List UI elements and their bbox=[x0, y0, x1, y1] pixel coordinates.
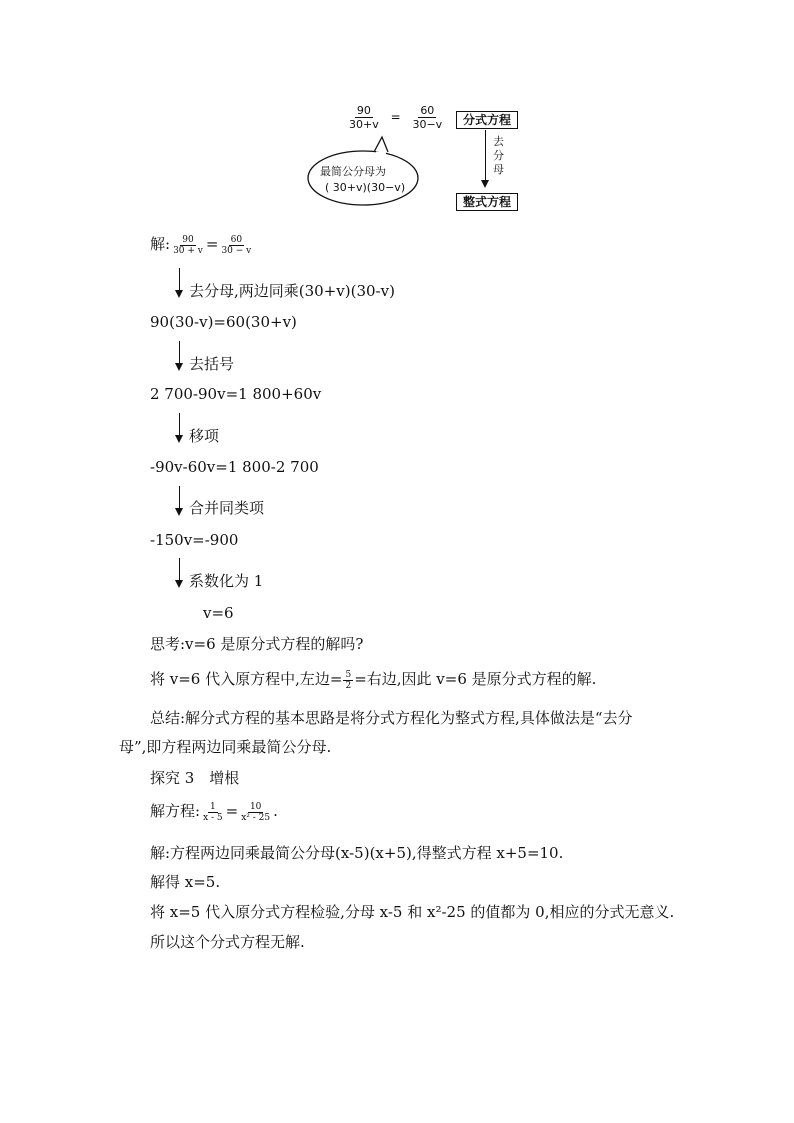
diagram-eq-right-den: 30−v bbox=[412, 118, 443, 131]
explore-problem-prefix: 解方程: bbox=[150, 802, 201, 820]
diagram-eq-sign: = bbox=[390, 110, 401, 124]
step5-result: v=6 bbox=[203, 604, 234, 622]
bubble-line-1: 最简公分母为 bbox=[320, 165, 386, 178]
explore-problem: 解方程: $\frac{1}{x - 5}$ = $\frac{10}{\text{x² - 25}}$ . bbox=[150, 801, 278, 823]
step3-result: -90v-60v=1 800-2 700 bbox=[150, 458, 319, 476]
summary-line-2: 母”,即方程两边同乘最简公分母. bbox=[119, 738, 332, 756]
explore-problem-left-den: x - 5 bbox=[203, 812, 223, 823]
think-answer-b: =右边,因此 v=6 是原分式方程的解. bbox=[354, 670, 597, 688]
step2-label: 去括号 bbox=[189, 355, 235, 373]
explore-problem-left-num: 1 bbox=[209, 801, 216, 812]
explore-problem-right-den: x² - 25 bbox=[241, 812, 271, 823]
think-answer-frac-den: 2 bbox=[345, 680, 352, 691]
summary-line-1: 总结:解分式方程的基本思路是将分式方程化为整式方程,具体做法是“去分 bbox=[150, 709, 633, 727]
step2-result: 2 700-90v=1 800+60v bbox=[150, 385, 322, 403]
diagram-eq-left-den: 30+v bbox=[349, 118, 379, 131]
solution-eq-left-num: 90 bbox=[182, 234, 194, 245]
step4-result: -150v=-900 bbox=[150, 531, 239, 549]
diagram-eq-left-num: 90 bbox=[356, 104, 371, 117]
step-arrow-icon bbox=[179, 486, 180, 514]
step-arrow-icon bbox=[179, 268, 180, 296]
step3-label: 移项 bbox=[189, 427, 220, 445]
explore-title: 探究 3 增根 bbox=[150, 769, 240, 787]
step5-label: 系数化为 1 bbox=[189, 572, 264, 590]
diagram-eq-right-num: 60 bbox=[420, 104, 435, 117]
step4-label: 合并同类项 bbox=[189, 499, 265, 517]
explore-problem-suffix: . bbox=[273, 802, 278, 820]
diagram-equation bbox=[346, 104, 445, 131]
arrow-down-icon bbox=[485, 130, 486, 186]
arrow-label-3: 母 bbox=[493, 163, 504, 176]
explore-problem-right-num: 10 bbox=[249, 801, 262, 812]
solution-equation: 解: $\frac{90}{30 + v}$ = $\frac{60}{30 - v}$ bbox=[150, 234, 252, 256]
think-question: 思考:v=6 是原分式方程的解吗? bbox=[150, 635, 364, 653]
arrow-label-2: 分 bbox=[493, 149, 504, 162]
explore-line-2: 解得 x=5. bbox=[150, 873, 221, 891]
arrow-label-1: 去 bbox=[493, 135, 504, 148]
think-answer-frac-num: 5 bbox=[345, 669, 352, 680]
think-answer-a: 将 v=6 代入原方程中,左边= bbox=[150, 670, 343, 688]
box-fractional-equation: 分式方程 bbox=[456, 111, 518, 129]
explore-line-4: 所以这个分式方程无解. bbox=[150, 933, 305, 951]
explore-line-3: 将 x=5 代入原分式方程检验,分母 x-5 和 x²-25 的值都为 0,相应的分式无意义. bbox=[150, 903, 675, 921]
think-answer bbox=[150, 669, 596, 691]
solution-eq-right-num: 60 bbox=[230, 234, 243, 245]
box-polynomial-equation: 整式方程 bbox=[456, 193, 518, 211]
step-arrow-icon bbox=[179, 341, 180, 369]
step1-label: 去分母,两边同乘(30+v)(30-v) bbox=[189, 282, 395, 300]
step1-result: 90(30-v)=60(30+v) bbox=[150, 313, 297, 331]
explore-line-1: 解:方程两边同乘最简公分母(x-5)(x+5),得整式方程 x+5=10. bbox=[150, 844, 564, 862]
step-arrow-icon bbox=[179, 558, 180, 586]
solution-prefix: 解: bbox=[150, 235, 171, 253]
step-arrow-icon bbox=[179, 413, 180, 441]
solution-eq-left-den: 30 + v bbox=[173, 245, 203, 256]
bubble-line-2: ( 30+v)(30−v) bbox=[325, 181, 406, 194]
solution-eq-right-den: 30 − v bbox=[221, 245, 252, 256]
